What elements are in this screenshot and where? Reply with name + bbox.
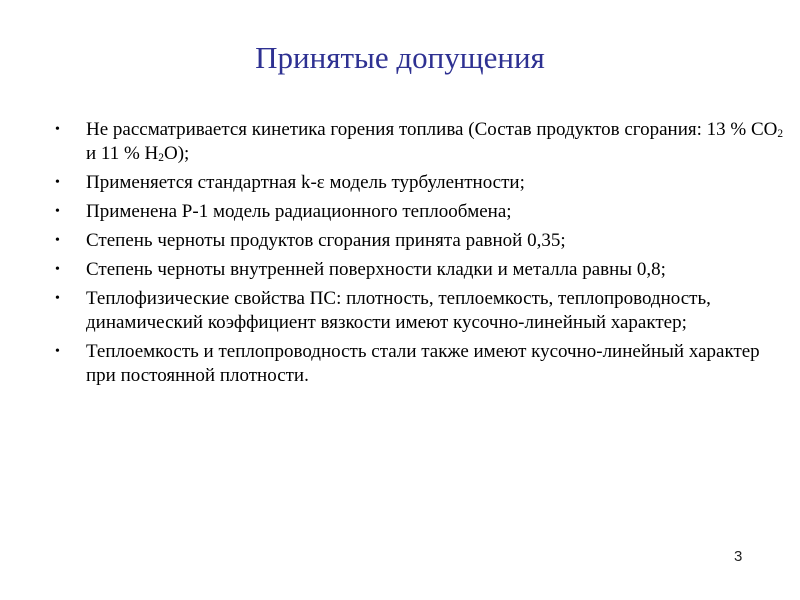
bullet-item-emissivity-surface [52, 258, 792, 282]
bullet-icon: • [55, 344, 60, 359]
slide-title: Принятые допущения [255, 40, 545, 75]
bullet-icon: • [55, 291, 60, 306]
bullet-text: Степень черноты продуктов сгорания принята равной 0,35; [86, 230, 566, 251]
bullet-icon: • [55, 122, 60, 137]
bullet-text-part: O); [163, 143, 190, 164]
bullet-text: Применяется стандартная k-ε модель турбулентности; [86, 172, 525, 193]
bullet-icon: • [55, 233, 60, 248]
bullet-text: Теплофизические свойства ПС: плотность, теплоемкость, теплопроводность, динамический коэффициент вязкости имеют кусочно-линейный характер; [86, 288, 711, 333]
bullet-icon: • [55, 262, 60, 277]
bullet-list [52, 118, 792, 393]
subscript: 2 [777, 128, 784, 140]
bullet-item-thermophysical-properties [52, 287, 792, 335]
bullet-text-part: Не рассматривается кинетика горения топлива (Состав продуктов сгорания: 13 % CO [86, 119, 778, 140]
bullet-text: Степень черноты внутренней поверхности кладки и металла равны 0,8; [86, 259, 666, 280]
bullet-icon: • [55, 175, 60, 190]
bullet-text [86, 118, 792, 166]
bullet-text-part: и 11 % H [86, 143, 159, 164]
bullet-item-radiation-model [52, 200, 792, 224]
bullet-item-turbulence-model [52, 171, 792, 195]
bullet-item-emissivity-gas [52, 229, 792, 253]
bullet-text: Применена Р-1 модель радиационного теплообмена; [86, 201, 512, 222]
subscript: 2 [158, 152, 164, 164]
bullet-text: Теплоемкость и теплопроводность стали также имеют кусочно-линейный характер при постоянной плотности. [86, 341, 760, 386]
page-number: 3 [734, 548, 743, 565]
bullet-icon: • [55, 204, 60, 219]
bullet-item-combustion-kinetics [52, 118, 792, 166]
bullet-item-steel-properties [52, 340, 792, 388]
